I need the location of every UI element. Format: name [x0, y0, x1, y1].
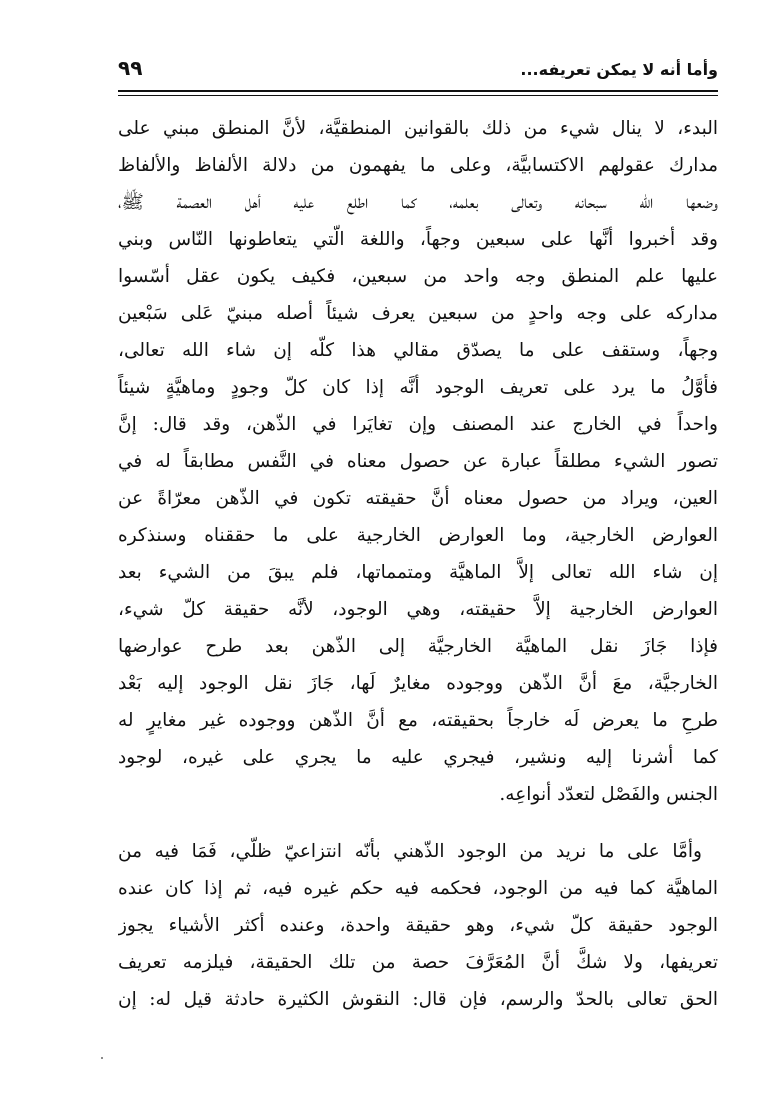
- text-line: مداركه على وجه واحدٍ من سبعين يعرف شيئاً أصله مبنيّ عَلى سَبْعين: [118, 303, 718, 324]
- body-text: [118, 110, 718, 1018]
- text-line: وقد أخبروا أنَّها على سبعين وجهاً، واللغة الّتي يتعاطونها النّاس وبني: [118, 229, 718, 250]
- text-line: وجهاً، وستقف على ما يصدّق مقالي هذا كلّه إن شاء الله تعالى،: [118, 340, 718, 361]
- header-rule-thick: [118, 90, 718, 92]
- text-line: العوارض الخارجية، وما العوارض الخارجية على ما حققناه وسنذكره: [118, 525, 718, 546]
- text-line: عليها علم المنطق وجه واحد من سبعين، فكيف يكون عقل أسّسوا: [118, 266, 718, 287]
- text-line: الخارجيَّة، معَ أنَّ الذّهن ووجوده مغايرٌ لَها، جَازَ نقل الوجود إليه بَعْد: [118, 673, 718, 694]
- text-line: الماهيَّة كما فيه من الوجود، فحكمه فيه حكم غيره فيه، ثم إذا كان عنده: [118, 878, 718, 899]
- header-rule-thin: [118, 95, 718, 96]
- page-number: ٩٩: [118, 56, 143, 80]
- text-line: كما أشرنا إليه ونشير، فيجري عليه ما يجري على غيره، لوجود: [118, 747, 718, 768]
- paragraph-1: [118, 110, 718, 813]
- paragraph-gap: [118, 813, 718, 833]
- scan-speck: [101, 1057, 103, 1059]
- text-line: تعريفها، ولا شكَّ أنَّ المُعَرَّفَ حصة من تلك الحقيقة، فيلزمه تعريف: [118, 952, 718, 973]
- text-line: الجنس والفَصْل لتعدّد أنواعِه.: [499, 784, 718, 805]
- text-line: العوارض الخارجية إلاَّ حقيقته، وهي الوجود، لأنَّه حقيقة كلّ شيء،: [118, 599, 718, 620]
- text-line: طرحِ ما يعرض لَه خارجاً بحقيقته، مع أنَّ الذّهن ووجوده غير مغايرٍ له: [118, 710, 718, 731]
- running-title: وأما أنه لا يمكن تعريفه...: [520, 60, 718, 79]
- text-line: إن شاء الله تعالى إلاَّ الماهيَّة ومتمماتها، فلم يبقَ من الشيء بعد: [118, 562, 718, 583]
- text-line: تصور الشيء مطلقاً عبارة عن حصول معناه في النَّفس مطابقاً له في: [118, 451, 718, 472]
- text-line: الوجود حقيقة كلّ شيء، وهو حقيقة واحدة، وعنده أكثر الأشياء يجوز: [118, 915, 718, 936]
- text-line: فأوَّلُ ما يرد على تعريف الوجود أنَّه إذا كان كلّ وجودٍ وماهيَّةٍ شيئاً: [118, 377, 718, 398]
- text-line: وضعها الله سبحانه وتعالى بعلمه، كما اطلع عليه أهل العصمة ﷺ،: [118, 192, 718, 213]
- text-line: واحداً في الخارج عند المصنف وإن تغايَرا في الذّهن، وقد قال: إنَّ: [118, 414, 718, 435]
- page-header: [118, 56, 718, 86]
- text-line: مدارك عقولهم الاكتسابيَّة، وعلى ما يفهمون من دلالة الألفاظ والألفاظ: [118, 155, 718, 176]
- paragraph-2: [118, 833, 718, 1018]
- text-line: الحق تعالى بالحدّ والرسم، فإن قال: النقوش الكثيرة حادثة قيل له: إن: [118, 989, 718, 1010]
- text-line: العين، ويراد من حصول معناه أنَّ حقيقته تكون في الذّهن معرّاةً عن: [118, 488, 718, 509]
- text-line: البدء، لا ينال شيء من ذلك بالقوانين المنطقيَّة، لأنَّ المنطق مبني على: [118, 118, 718, 139]
- text-line: فإذا جَازَ نقل الماهيَّة الخارجيَّة إلى الذّهن بعد طرح عوارضها: [118, 636, 718, 657]
- text-line: وأمَّا على ما نريد من الوجود الذّهني بأنّه انتزاعيّ ظلّي، فَمَا فيه من: [118, 841, 702, 862]
